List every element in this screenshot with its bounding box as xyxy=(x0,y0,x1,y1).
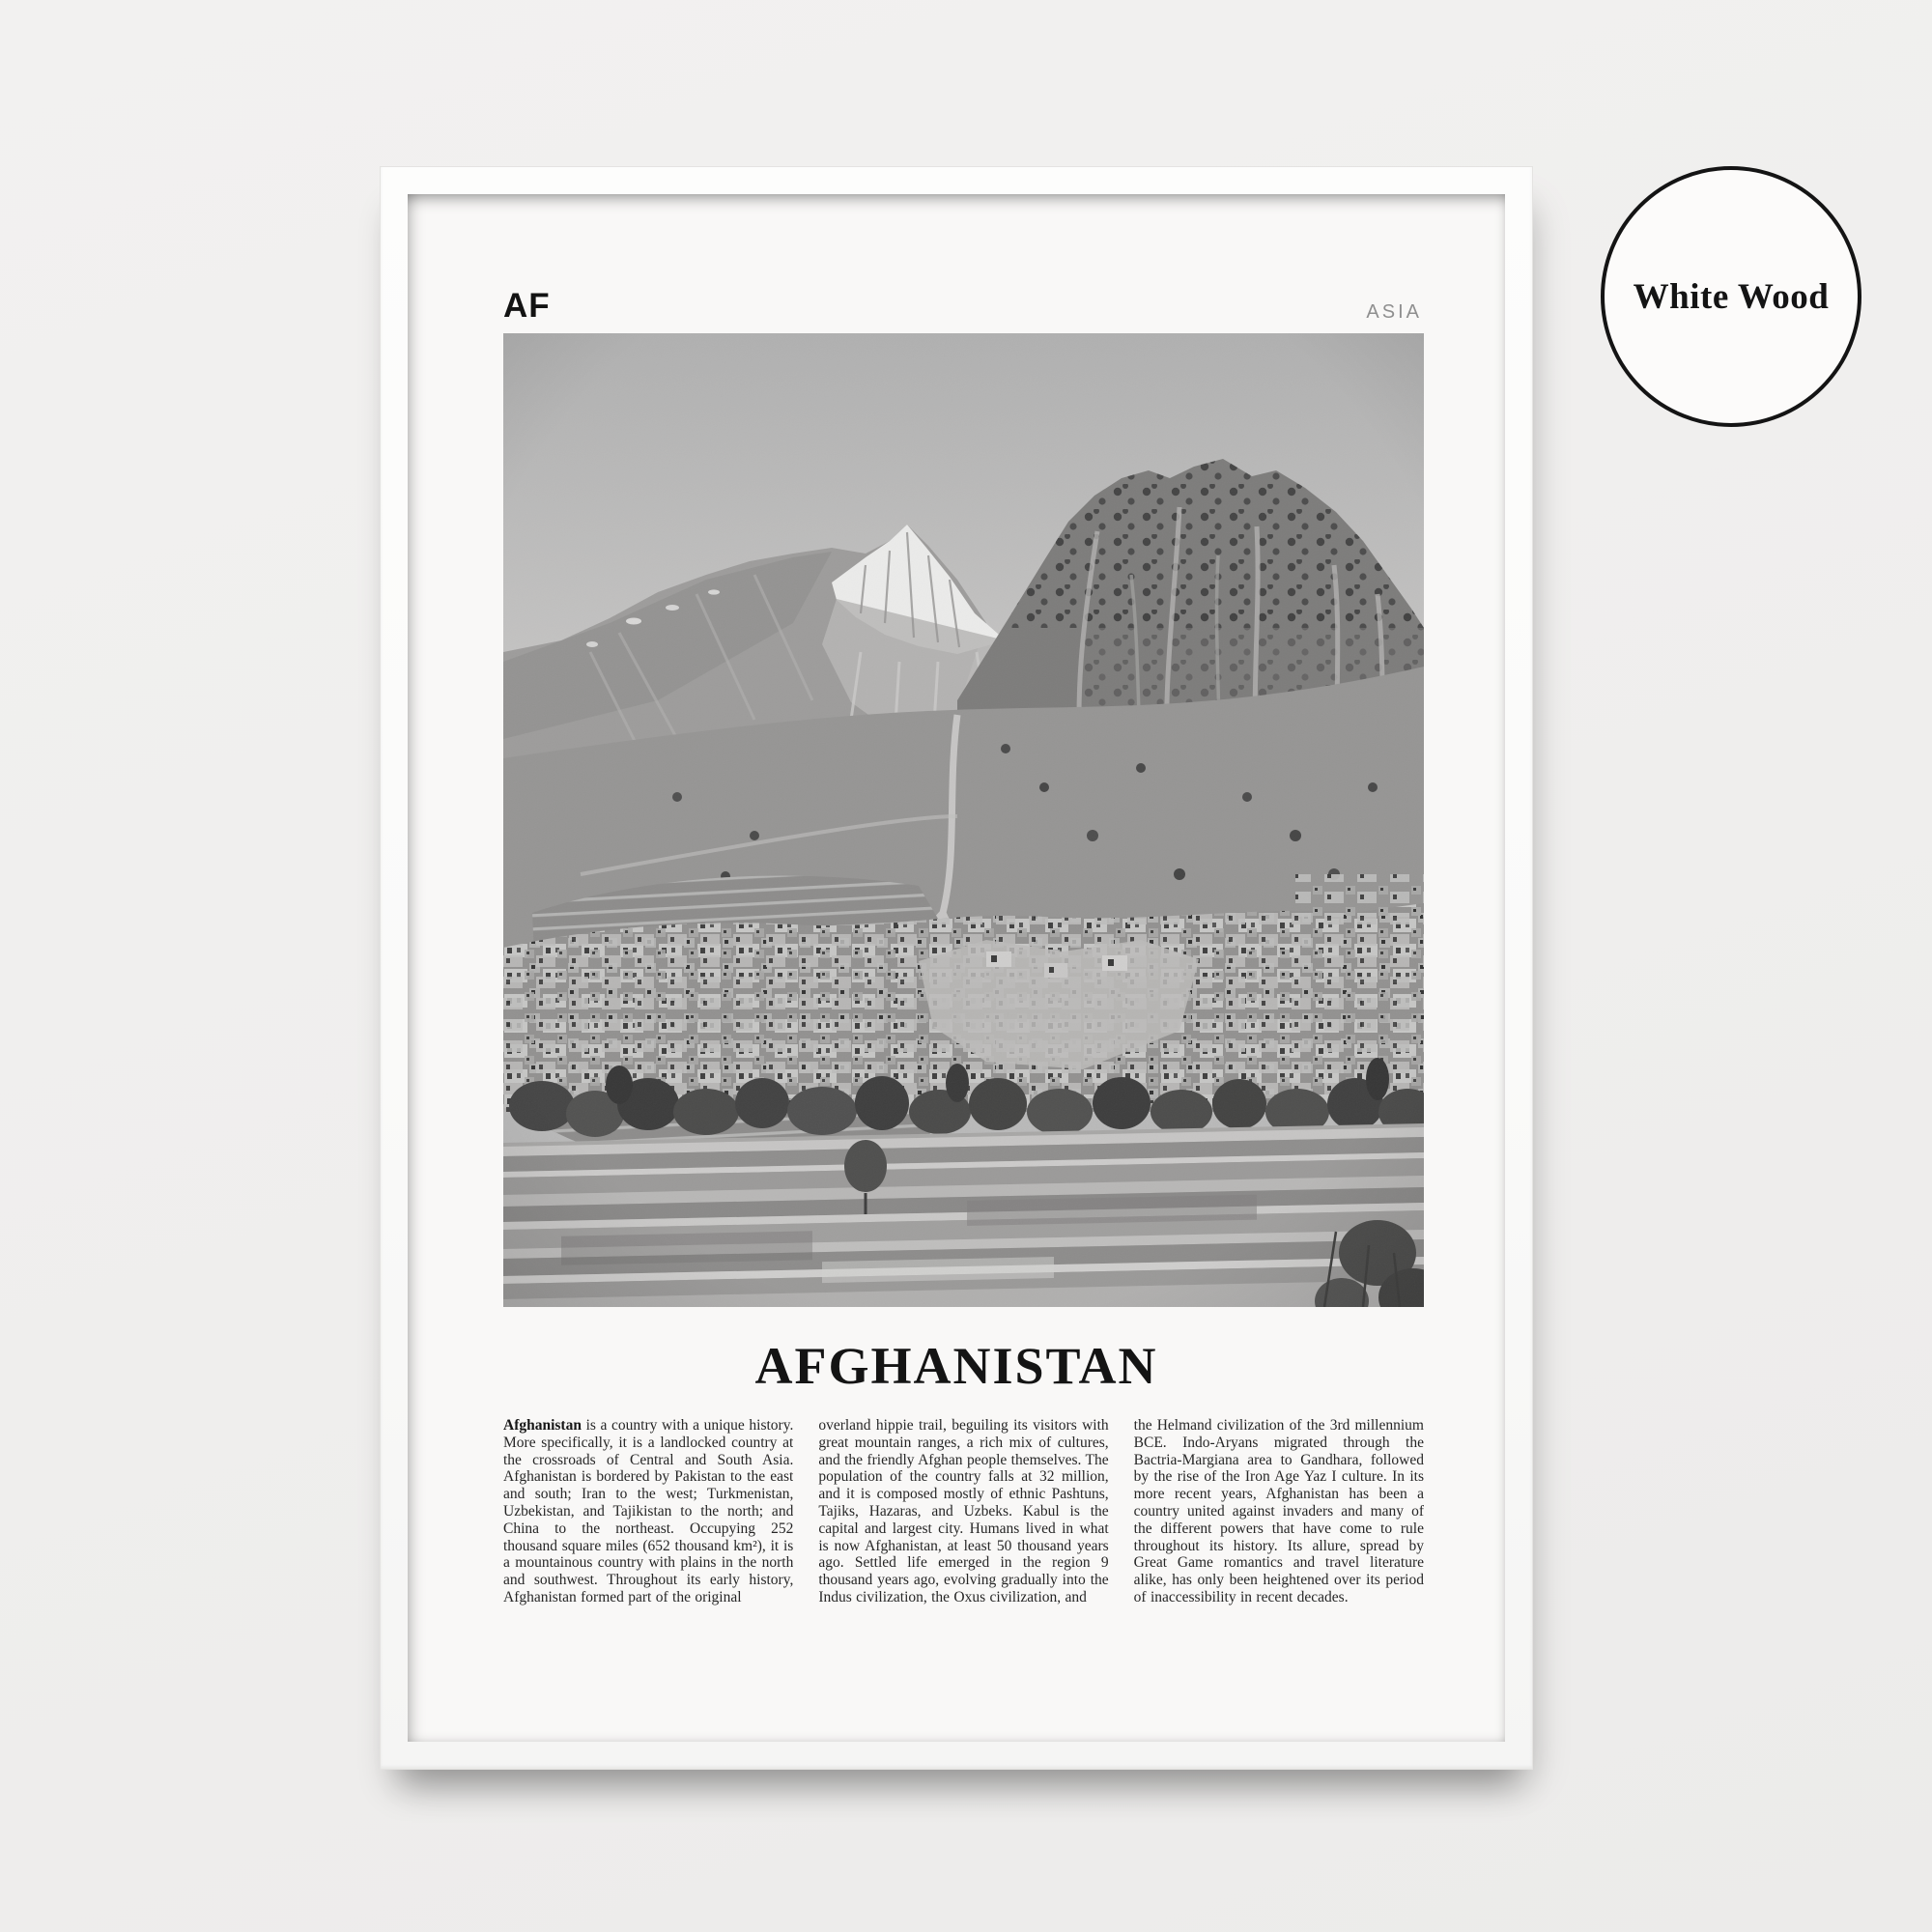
body-column-1 xyxy=(503,1417,793,1645)
white-wood-frame xyxy=(380,166,1533,1770)
poster-paper xyxy=(408,194,1505,1742)
column-lead-word: Afghanistan xyxy=(503,1417,582,1434)
landscape-photo-graphic xyxy=(503,333,1424,1307)
column-1-text: is a country with a unique history. More specifically, it is a landlocked country at the crossroads of Central and South Asia. Afghanistan is bordered by Pakistan to the east and south; Iran to the west; Turkmenistan, Uzbekistan, and Tajikistan to the north; and China to the northeast. Occupying 252 thousand square miles (652 thousand km²), it is a mountainous country with plains in the north and southwest. Throughout its early history, Afghanistan formed part of the original xyxy=(503,1417,794,1605)
frame-style-badge xyxy=(1601,166,1861,427)
poster-title: AFGHANISTAN xyxy=(754,1337,1158,1395)
body-text-columns xyxy=(503,1417,1424,1645)
body-column-2: overland hippie trail, beguiling its visitors with great mountain ranges, a rich mix of cultures, and the friendly Afghan people themselves. The population of the country falls at 32 million, and it is composed mostly of ethnic Pashtuns, Tajiks, Hazaras, and Uzbeks. Kabul is the capital and largest city. Humans lived in what is now Afghanistan, at least 50 thousand years ago. Settled life emerged in the region 9 thousand years ago, evolving gradually into the Indus civilization, the Oxus civilization, and xyxy=(818,1417,1109,1605)
region-label: ASIA xyxy=(1366,301,1422,323)
afghanistan-landscape-photo xyxy=(503,333,1424,1307)
badge-label: White Wood xyxy=(1633,276,1830,317)
country-code-label: AF xyxy=(503,287,551,325)
body-column-3: the Helmand civilization of the 3rd millennium BCE. Indo-Aryans migrated through the Bactria-Margiana area to Gandhara, followed by the rise of the Iron Age Yaz I culture. In its more recent years, Afghanistan has been a country united against invaders and many of the different powers that have come to rule throughout its history. Its allure, spread by Great Game romantics and travel literature alike, has only been heightened over its period of inaccessibility in recent decades. xyxy=(1133,1417,1424,1605)
